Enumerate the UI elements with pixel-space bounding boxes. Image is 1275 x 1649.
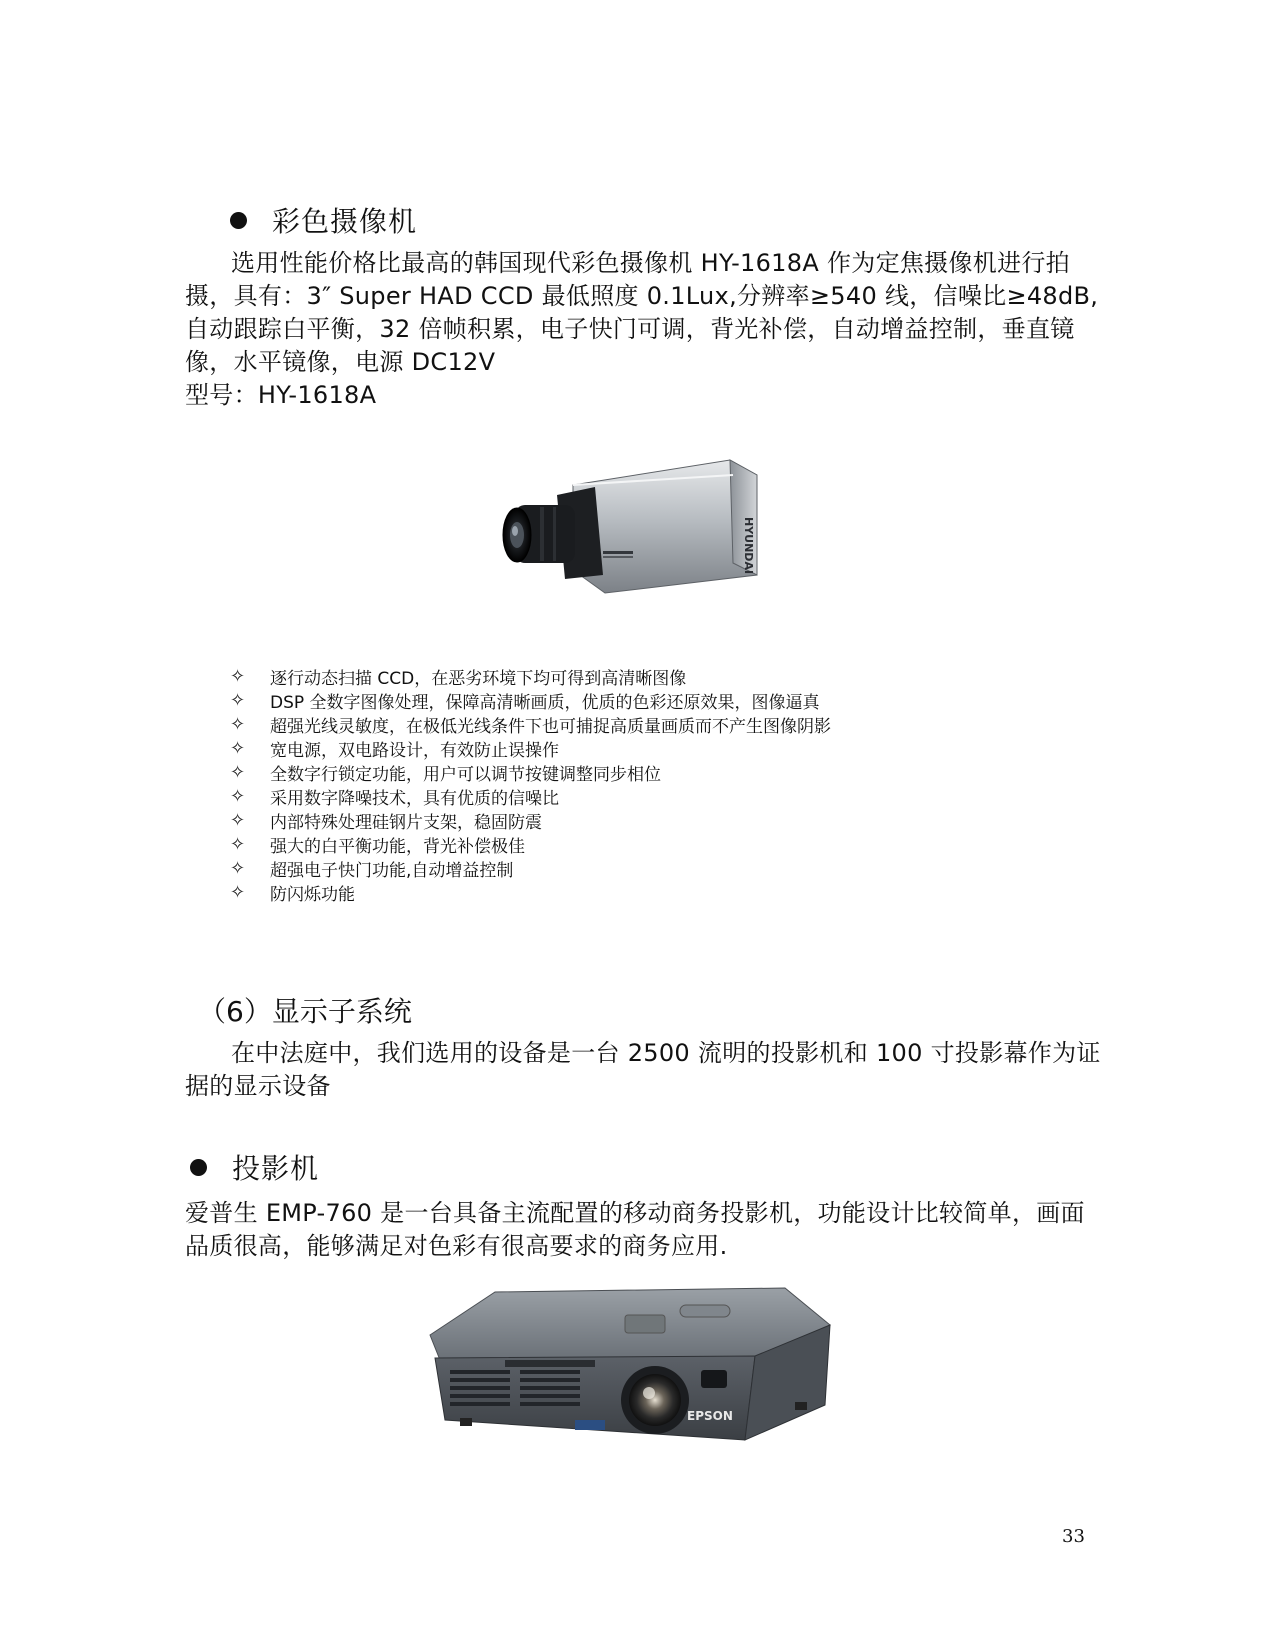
- feature-list: [230, 664, 831, 904]
- diamond-star-icon: ✧: [230, 713, 246, 735]
- feature-text: 超强电子快门功能,自动增益控制: [270, 860, 514, 881]
- list-item: [230, 856, 831, 880]
- bullet-icon: [230, 212, 247, 229]
- feature-text: 防闪烁功能: [270, 884, 355, 905]
- paragraph-line: 在中法庭中，我们选用的设备是一台 2500 流明的投影机和 100 寸投影幕作为证: [231, 1039, 1101, 1067]
- projector-heading-text: 投影机: [232, 1152, 320, 1185]
- section-title: （6）显示子系统: [198, 995, 412, 1028]
- paragraph-line: 自动跟踪白平衡，32 倍帧积累，电子快门可调，背光补偿，自动增益控制，垂直镜: [185, 315, 1075, 343]
- list-item: [230, 784, 831, 808]
- projector-heading: [190, 1147, 319, 1187]
- feature-text: 逐行动态扫描 CCD，在恶劣环境下均可得到高清晰图像: [270, 668, 687, 689]
- feature-text: 全数字行锁定功能，用户可以调节按键调整同步相位: [270, 764, 661, 785]
- diamond-star-icon: ✧: [230, 881, 246, 903]
- feature-text: 宽电源，双电路设计，有效防止误操作: [270, 740, 559, 761]
- camera-image: [495, 455, 765, 595]
- feature-text: 超强光线灵敏度，在极低光线条件下也可捕捉高质量画质而不产生图像阴影: [270, 716, 831, 737]
- bullet-icon: [190, 1159, 207, 1176]
- camera-paragraph: [185, 247, 1098, 412]
- list-item: [230, 688, 831, 712]
- paragraph-line: 摄，具有：3″ Super HAD CCD 最低照度 0.1Lux,分辨率≥540 线，信噪比≥48dB,: [185, 282, 1099, 310]
- feature-text: 强大的白平衡功能，背光补偿极佳: [270, 836, 525, 857]
- camera-heading: [230, 200, 417, 240]
- list-item: [230, 760, 831, 784]
- page-number: 33: [1062, 1526, 1085, 1547]
- paragraph-line: 据的显示设备: [185, 1072, 331, 1100]
- list-item: [230, 808, 831, 832]
- model-line: 型号：HY-1618A: [185, 381, 377, 409]
- camera-brand-text: HYUNDAI: [742, 517, 755, 575]
- projector-image: [425, 1270, 840, 1465]
- diamond-star-icon: ✧: [230, 833, 246, 855]
- diamond-star-icon: ✧: [230, 689, 246, 711]
- camera-heading-text: 彩色摄像机: [272, 205, 418, 238]
- diamond-star-icon: ✧: [230, 737, 246, 759]
- diamond-star-icon: ✧: [230, 857, 246, 879]
- paragraph-line: 品质很高，能够满足对色彩有很高要求的商务应用.: [185, 1232, 728, 1260]
- feature-text: 内部特殊处理硅钢片支架，稳固防震: [270, 812, 542, 833]
- diamond-star-icon: ✧: [230, 761, 246, 783]
- paragraph-line: 像，水平镜像，电源 DC12V: [185, 348, 496, 376]
- list-item: [230, 880, 831, 904]
- feature-text: 采用数字降噪技术，具有优质的信噪比: [270, 788, 559, 809]
- list-item: [230, 712, 831, 736]
- diamond-star-icon: ✧: [230, 785, 246, 807]
- diamond-star-icon: ✧: [230, 665, 246, 687]
- list-item: [230, 664, 831, 688]
- projector-paragraph: [185, 1197, 1085, 1263]
- list-item: [230, 832, 831, 856]
- display-paragraph: [185, 1037, 1101, 1103]
- feature-text: DSP 全数字图像处理，保障高清晰画质，优质的色彩还原效果，图像逼真: [270, 692, 820, 713]
- diamond-star-icon: ✧: [230, 809, 246, 831]
- paragraph-line: 选用性能价格比最高的韩国现代彩色摄像机 HY-1618A 作为定焦摄像机进行拍: [231, 249, 1070, 277]
- list-item: [230, 736, 831, 760]
- paragraph-line: 爱普生 EMP-760 是一台具备主流配置的移动商务投影机，功能设计比较简单，画面: [185, 1199, 1085, 1227]
- projector-brand-text: EPSON: [687, 1409, 733, 1423]
